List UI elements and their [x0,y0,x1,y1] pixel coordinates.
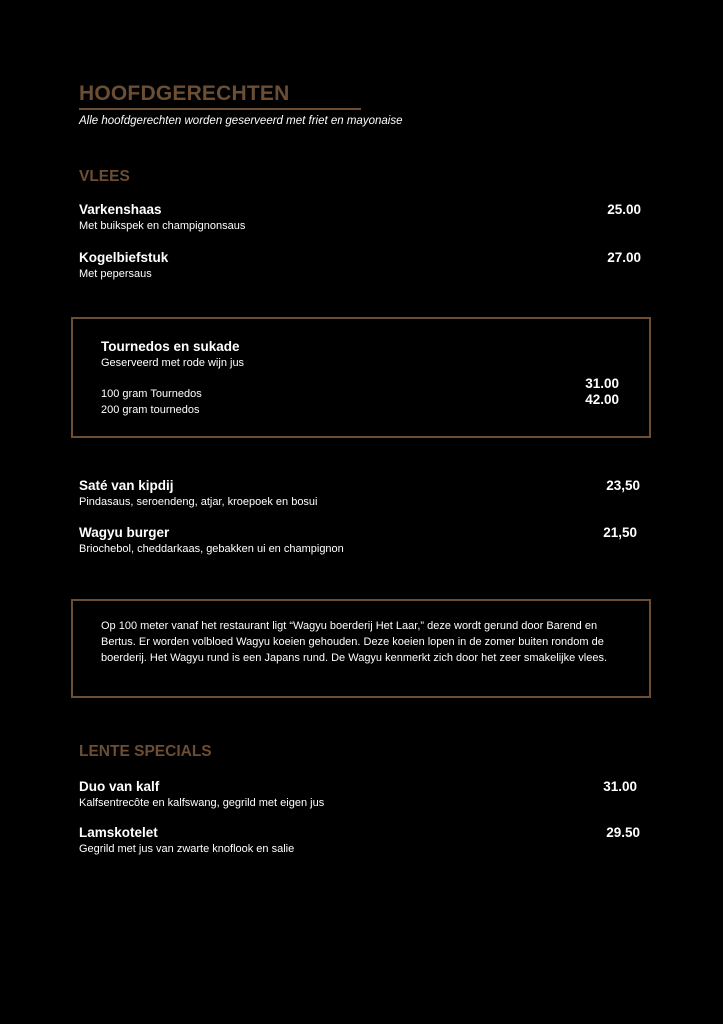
menu-item-price: 31.00 [603,779,637,794]
tournedos-option-label: 200 gram tournedos [101,404,200,416]
menu-item-price: 21,50 [603,525,637,540]
tournedos-box [71,317,651,438]
tournedos-option-price: 42.00 [585,392,619,407]
menu-item-name: Varkenshaas [79,202,162,217]
menu-item-description: Pindasaus, seroendeng, atjar, kroepoek en bosui [79,496,318,508]
menu-item-description: Met pepersaus [79,268,152,280]
menu-item-name: Duo van kalf [79,779,160,794]
menu-item-price: 29.50 [606,825,640,840]
menu-item-name: Kogelbiefstuk [79,250,169,265]
page-subtitle: Alle hoofdgerechten worden geserveerd met friet en mayonaise [79,115,403,127]
menu-item-name: Saté van kipdij [79,478,174,493]
tournedos-option-label: 100 gram Tournedos [101,388,202,400]
menu-item-name: Lamskotelet [79,825,158,840]
menu-item-description: Kalfsentrecôte en kalfswang, gegrild met eigen jus [79,797,325,809]
section-title-vlees: VLEES [79,168,130,185]
tournedos-description: Geserveerd met rode wijn jus [101,357,245,369]
tournedos-name: Tournedos en sukade [101,339,240,354]
tournedos-option-price: 31.00 [585,376,619,391]
menu-item-price: 27.00 [607,250,641,265]
menu-item-description: Gegrild met jus van zwarte knoflook en salie [79,843,295,855]
page-title: HOOFDGERECHTEN [79,82,290,105]
menu-item-price: 23,50 [606,478,640,493]
menu-item-description: Briochebol, cheddarkaas, gebakken ui en champignon [79,543,344,555]
menu-item-description: Met buikspek en champignonsaus [79,220,246,232]
title-underline [79,108,361,110]
menu-item-name: Wagyu burger [79,525,170,540]
wagyu-info-text: Op 100 meter vanaf het restaurant ligt “Wagyu boerderij Het Laar,” deze wordt gerund door Barend en Bertus. Er worden volbloed Wagyu koeien gehouden. Deze koeien lopen in de zomer buiten rondom de boerderij. Het Wagyu rund is een Japans rund. De Wagyu kenmerkt zich door het zeer smakelijke vlees. [101,620,608,664]
menu-item-price: 25.00 [607,202,641,217]
section-title-lente-specials: LENTE SPECIALS [79,743,212,760]
